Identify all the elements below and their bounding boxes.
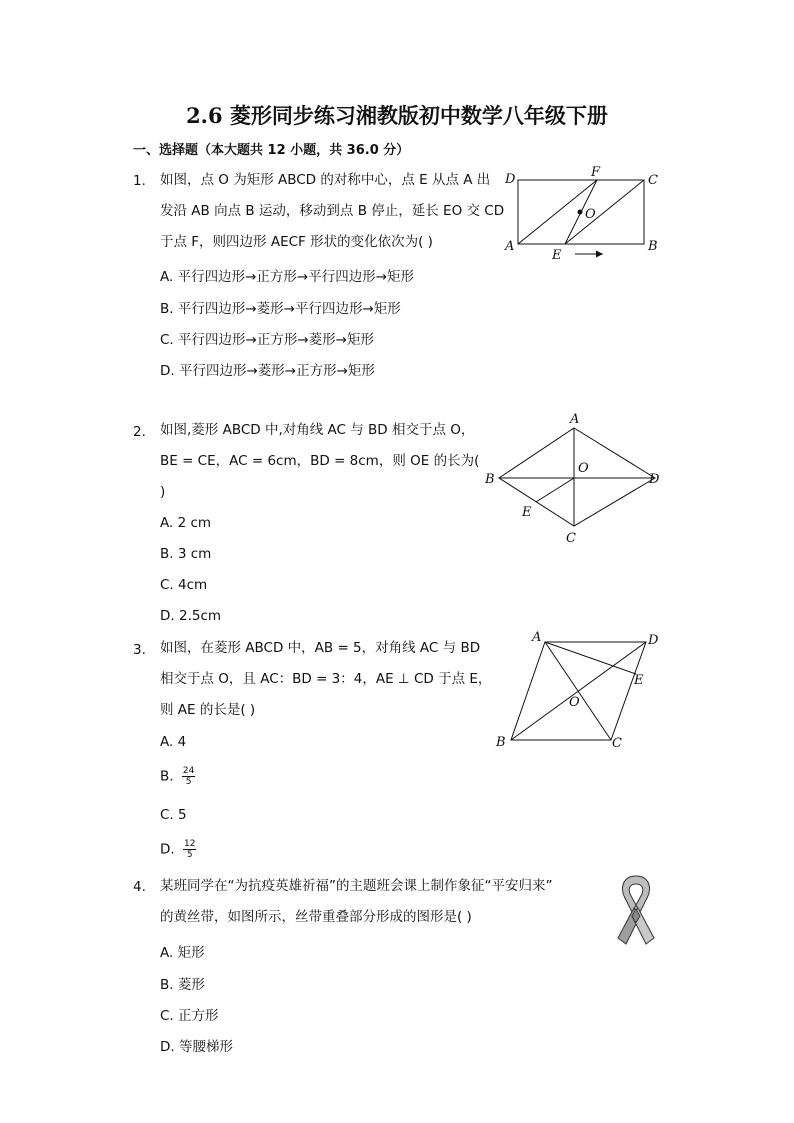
label-b: B: [648, 239, 658, 254]
question-text: [160, 633, 491, 726]
ribbon-icon: [612, 872, 660, 952]
fraction: [182, 766, 195, 787]
label-o: O: [569, 695, 580, 710]
label-e: E: [552, 248, 562, 263]
question-line: BE = CE，AC = 6cm，BD = 8cm，则 OE 的长为(: [160, 453, 480, 469]
label-e: E: [634, 673, 644, 688]
question-number: 2.: [133, 424, 146, 440]
page-title: 2.6 菱形同步练习湘教版初中数学八年级下册: [186, 103, 608, 128]
option-c[interactable]: C. 5: [160, 807, 187, 823]
section-heading: 一、选择题（本大题共 12 小题，共 36.0 分）: [133, 143, 410, 158]
question-number: 1.: [133, 173, 146, 189]
label-o: O: [578, 461, 589, 476]
option-c[interactable]: C. 4cm: [160, 577, 208, 593]
option-b[interactable]: B. 3 cm: [160, 546, 212, 562]
question-line: 则 AE 的长是( ): [160, 702, 256, 718]
label-f: F: [591, 165, 601, 180]
option-d[interactable]: [160, 839, 196, 860]
label-c: C: [648, 173, 658, 188]
option-a[interactable]: A. 平行四边形→正方形→平行四边形→矩形: [160, 269, 415, 285]
fraction: [183, 839, 196, 860]
label-o: O: [585, 207, 596, 222]
label-d: D: [648, 633, 659, 648]
fraction-numerator: 24: [182, 766, 195, 776]
question-text: [160, 415, 479, 508]
question-line: 的黄丝带，如图所示，丝带重叠部分形成的图形是( ): [160, 909, 472, 925]
question-text: [160, 871, 552, 933]
rhombus-figure-q3: [490, 626, 670, 752]
label-c: C: [566, 531, 576, 546]
label-d: D: [649, 472, 660, 487]
label-a: A: [532, 630, 542, 645]
option-a[interactable]: A. 矩形: [160, 945, 205, 961]
segment-oe: [536, 478, 574, 502]
option-d[interactable]: D. 等腰梯形: [160, 1039, 233, 1055]
question-line: 如图，点 O 为矩形 ABCD 的对称中心，点 E 从点 A 出: [160, 172, 491, 188]
label-d: D: [505, 172, 516, 187]
fraction-numerator: 12: [183, 839, 196, 849]
question-number: 3.: [133, 642, 146, 658]
option-label: D.: [160, 841, 175, 858]
label-c: C: [612, 736, 622, 751]
arrow-head-icon: [596, 251, 603, 258]
label-a: A: [570, 412, 580, 427]
question-line: 如图,菱形 ABCD 中,对角线 AC 与 BD 相交于点 O，: [160, 422, 475, 438]
option-d[interactable]: D. 2.5cm: [160, 608, 222, 624]
option-c[interactable]: C. 平行四边形→正方形→菱形→矩形: [160, 332, 374, 348]
option-d[interactable]: D. 平行四边形→菱形→正方形→矩形: [160, 363, 375, 379]
question-line: 相交于点 O，且 AC：BD = 3：4，AE ⊥ CD 于点 E，: [160, 671, 492, 687]
rectangle-figure: [500, 160, 670, 265]
option-c[interactable]: C. 正方形: [160, 1008, 219, 1024]
question-line: ): [160, 484, 166, 500]
question-line: 于点 F，则四边形 AECF 形状的变化依次为( ): [160, 234, 433, 250]
option-b[interactable]: B. 菱形: [160, 977, 205, 993]
option-a[interactable]: A. 2 cm: [160, 515, 212, 531]
option-label: B.: [160, 768, 174, 785]
option-b[interactable]: [160, 766, 195, 787]
label-b: B: [496, 735, 506, 750]
segment-ae: [545, 642, 636, 674]
segment-ec: [565, 180, 644, 244]
option-b[interactable]: B. 平行四边形→菱形→平行四边形→矩形: [160, 301, 401, 317]
label-b: B: [485, 472, 495, 487]
label-e: E: [522, 505, 532, 520]
rhombus-figure-q2: [480, 408, 670, 548]
fraction-denominator: 5: [186, 850, 193, 860]
diagonal-bd: [511, 642, 646, 740]
option-a[interactable]: A. 4: [160, 734, 187, 750]
label-a: A: [505, 239, 515, 254]
question-text: [160, 165, 504, 258]
question-line: 发沿 AB 向点 B 运动，移动到点 B 停止，延长 EO 交 CD: [160, 203, 505, 219]
question-line: 如图，在菱形 ABCD 中，AB = 5，对角线 AC 与 BD: [160, 640, 481, 656]
question-line: 某班同学在“为抗疫英雄祈福”的主题班会课上制作象征“平安归来”: [160, 878, 553, 894]
question-number: 4.: [133, 879, 146, 895]
fraction-denominator: 5: [185, 777, 192, 787]
center-point: [578, 210, 583, 215]
